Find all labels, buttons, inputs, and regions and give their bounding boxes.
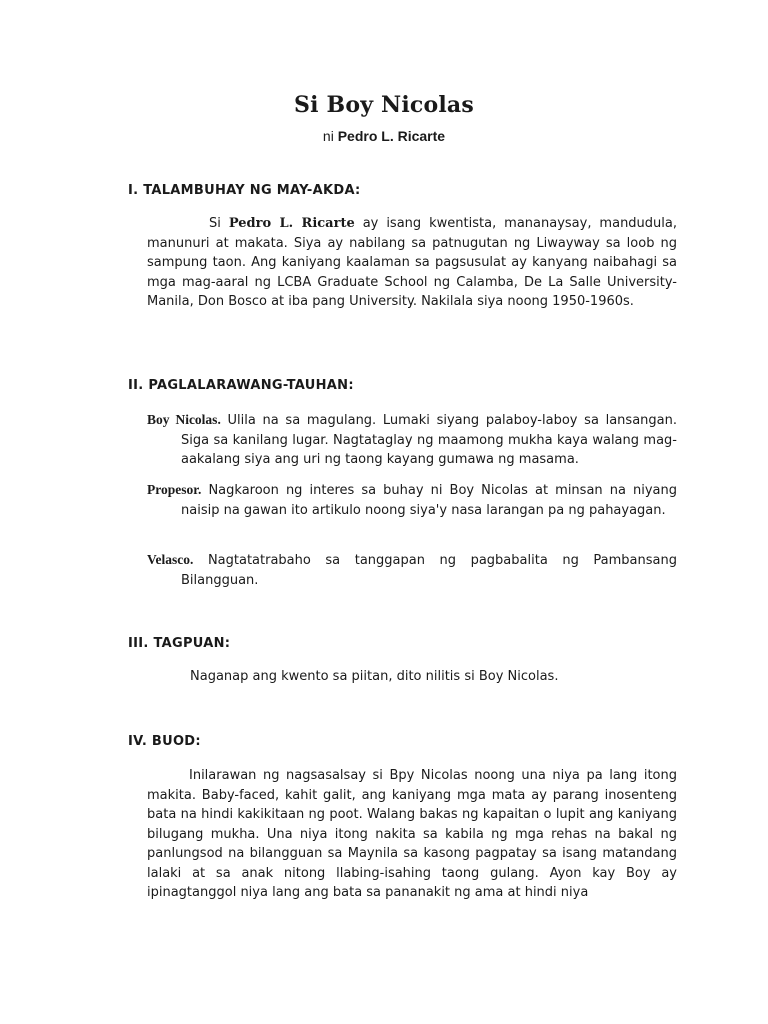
talambuhay-prefix: Si bbox=[209, 216, 229, 231]
character-description: Ulila na sa magulang. Lumaki siyang palaboy-laboy sa lansangan. Siga sa kanilang lugar. Nagtataglay ng maamong mukha kaya walang mag-aakalang siya ang uri ng taong kayang gumawa ng masama. bbox=[181, 413, 677, 467]
document-byline bbox=[0, 128, 768, 144]
section-heading-talambuhay: I. TALAMBUHAY NG MAY-AKDA: bbox=[128, 183, 361, 198]
byline-author: Pedro L. Ricarte bbox=[337, 128, 446, 144]
character-name: Boy Nicolas. bbox=[147, 412, 221, 427]
talambuhay-text: ay isang kwentista, mananaysay, mandudula, manunuri at makata. Siya ay nabilang sa patnugutan ng Liwayway sa loob ng sampung taon. Ang kaniyang kaalaman sa pagsusulat ay kanyang naibahagi sa mga mag-aaral ng LCBA Graduate School ng Calamba, De La Salle University-Manila, Don Bosco at iba pang University. Nakilala siya noong 1950-1960s. bbox=[147, 216, 677, 309]
character-description: Nagkaroon ng interes sa buhay ni Boy Nicolas at minsan na niyang naisip na gawan ito artikulo noong siya'y nasa larangan pa ng pahayagan. bbox=[181, 483, 677, 518]
section-heading-tagpuan: III. TAGPUAN: bbox=[128, 636, 231, 651]
buod-paragraph: Inilarawan ng nagsasalsay si Bpy Nicolas noong una niya pa lang itong makita. Baby-faced, kahit galit, ang kaniyang mga mata ay parang inosenteng bata na hindi kakikitaan ng poot. Walang bakas ng kapaitan o lupit ang kaniyang bilugang mukha. Una niya itong nakita sa kabila ng mga rehas na bakal ng panlungsod na bilangguan sa Maynila sa kasong pagpatay sa isang matandang lalaki at sa anak nitong llabing-isahing taong gulang. Ayon kay Boy ay ipinagtanggol niya lang ang bata sa pananakit ng ama at hindi niya bbox=[147, 768, 677, 900]
character-description: Nagtatatrabaho sa tanggapan ng pagbabalita ng Pambansang Bilangguan. bbox=[181, 553, 677, 588]
character-entry bbox=[147, 550, 677, 590]
tagpuan-text: Naganap ang kwento sa piitan, dito nilitis si Boy Nicolas. bbox=[190, 669, 559, 684]
character-entry bbox=[147, 480, 677, 520]
byline-prefix: ni bbox=[322, 128, 334, 144]
character-name: Propesor. bbox=[147, 482, 202, 497]
section-talambuhay-paragraph bbox=[147, 214, 677, 312]
section-heading-buod: IV. BUOD: bbox=[128, 734, 201, 749]
document-title: Si Boy Nicolas bbox=[294, 92, 474, 118]
character-name: Velasco. bbox=[147, 552, 194, 567]
section-heading-paglalarawang-tauhan: II. PAGLALARAWANG-TAUHAN: bbox=[128, 378, 354, 393]
talambuhay-author: Pedro L. Ricarte bbox=[228, 216, 355, 231]
character-entry bbox=[147, 410, 677, 470]
